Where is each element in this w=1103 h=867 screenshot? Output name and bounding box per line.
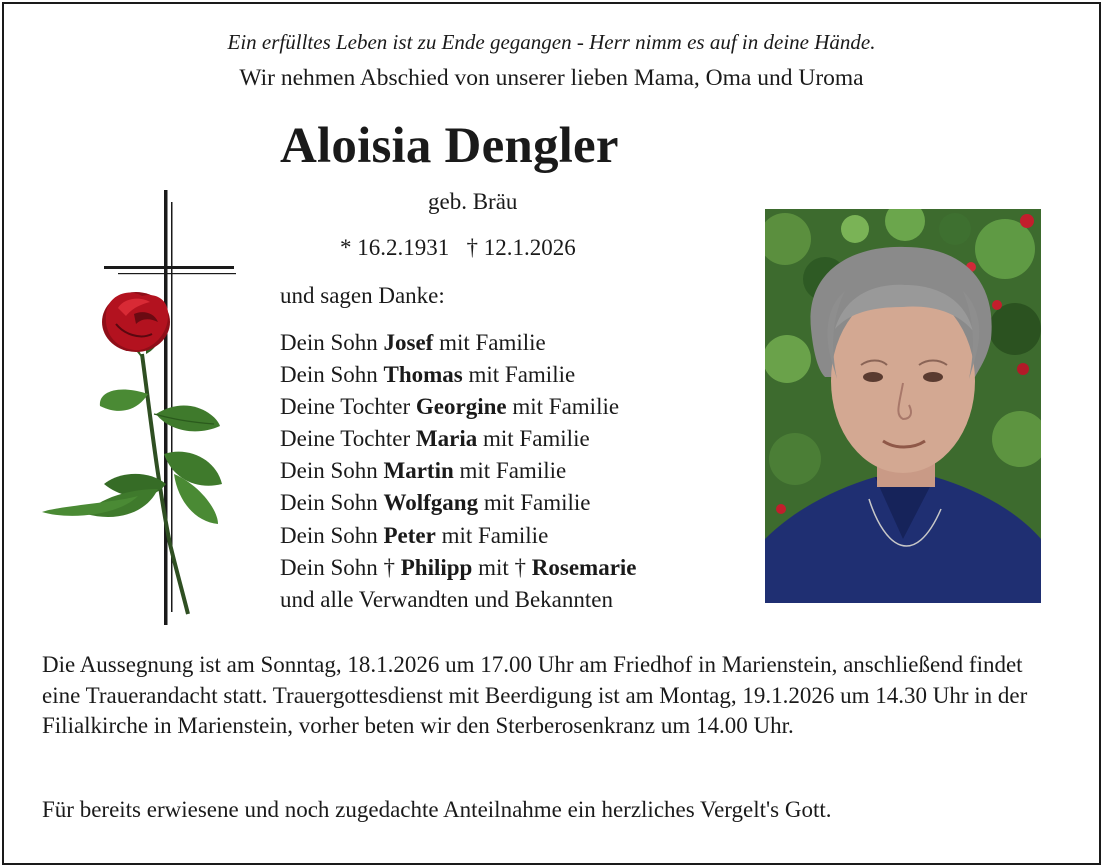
family-member: Dein Sohn Josef mit Familie xyxy=(280,330,546,355)
family-member: Dein Sohn Wolfgang mit Familie xyxy=(280,490,591,516)
cross-rose-illustration xyxy=(38,184,248,629)
family-member: Dein Sohn Martin mit Familie xyxy=(280,458,567,484)
closing-thanks: Für bereits erwiesene und noch zugedachte Anteilnahme ein herzliches Vergelt's Gott. xyxy=(42,797,832,822)
family-member: Dein Sohn Peter mit Familie xyxy=(280,522,549,548)
family-member: Deine Tochter Maria mit Familie xyxy=(280,426,590,452)
family-list xyxy=(280,327,637,616)
family-relatives: und alle Verwandten und Bekannten xyxy=(280,586,613,612)
death-date: † 12.1.2026 xyxy=(466,235,576,260)
intro-line: Wir nehmen Abschied von unserer lieben Mama, Oma und Uroma xyxy=(239,65,864,91)
life-dates xyxy=(340,235,576,261)
deceased-name: Aloisia Dengler xyxy=(280,118,619,174)
thanks-line: und sagen Danke: xyxy=(280,283,445,308)
family-member: Deine Tochter Georgine mit Familie xyxy=(280,394,620,420)
motto: Ein erfülltes Leben ist zu Ende gegangen - Herr nimm es auf in deine Hände. xyxy=(227,30,876,54)
portrait-photo xyxy=(765,209,1041,603)
obituary-frame xyxy=(2,2,1101,865)
family-member: Dein Sohn Thomas mit Familie xyxy=(280,362,576,388)
birth-date: * 16.2.1931 xyxy=(340,235,450,260)
family-member: Dein Sohn † Philipp mit † Rosemarie xyxy=(280,554,637,580)
rose-icon xyxy=(42,292,222,614)
maiden-name: geb. Bräu xyxy=(428,189,518,214)
funeral-details: Die Aussegnung ist am Sonntag, 18.1.2026 um 17.00 Uhr am Friedhof in Marienstein, anschließend findet eine Trauerandacht statt. Trauergottesdienst mit Beerdigung ist am Montag, 19.1.2026 um 14.30 Uhr in der Filialkirche in Marienstein, vorher beten wir den Sterberosenkranz um 14.00 Uhr. xyxy=(42,652,1028,738)
